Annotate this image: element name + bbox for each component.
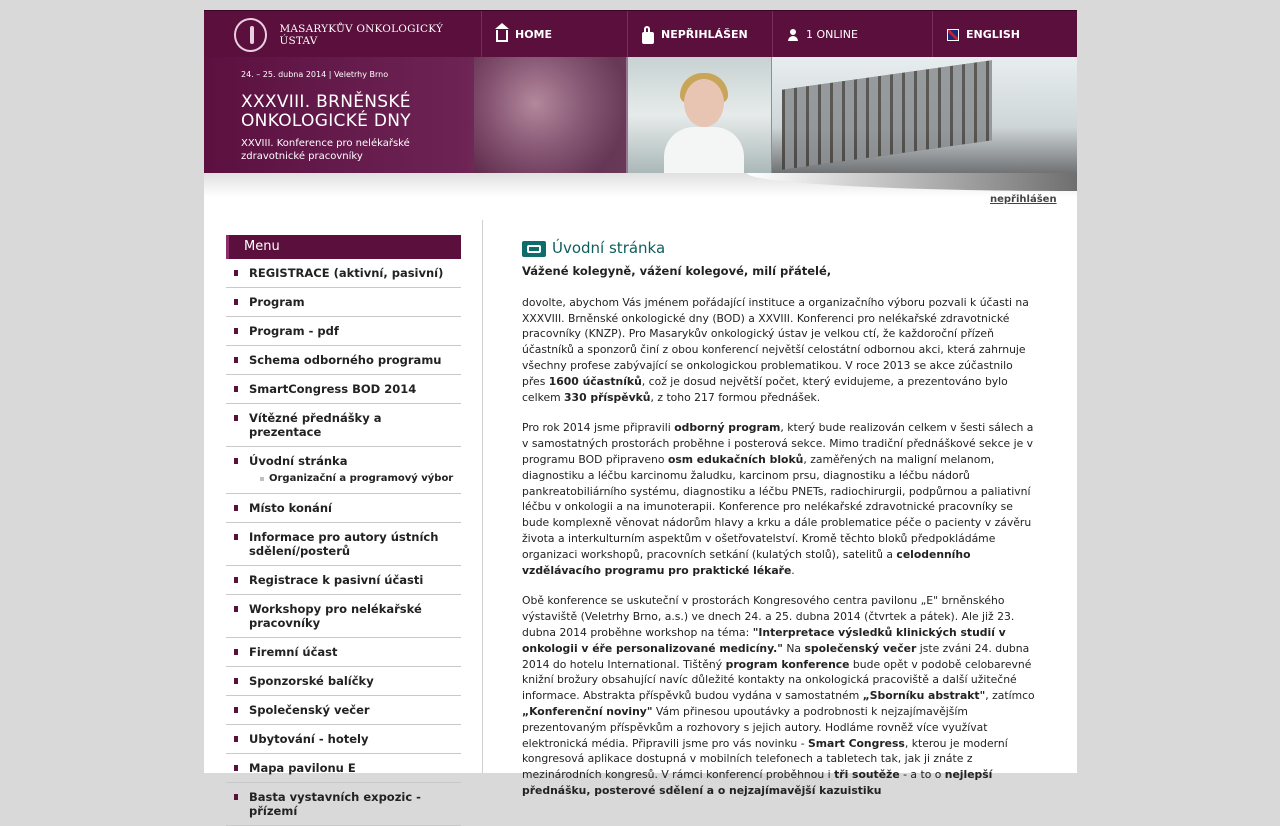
sidebar-item-label: Schema odborného programu — [249, 353, 442, 367]
nav-home-label: HOME — [515, 28, 553, 41]
sidebar-item-label: Vítězné přednášky a prezentace — [249, 411, 382, 439]
sidebar-item-pasivni[interactable] — [226, 566, 461, 595]
sidebar-item-label: Mapa pavilonu E — [249, 761, 356, 775]
sidebar-item-label: Informace pro autory ústních sdělení/posterů — [249, 530, 439, 558]
paragraph-venue: Obě konference se uskuteční v prostorách Kongresového centra pavilonu „E" brněnského výstaviště (Veletrhy Brno, a.s.) ve dnech 24. a 25. dubna 2014 (čtvrtek a pátek). Ale již 23. dubna 2014 proběhne workshop na téma: "Interpretace výsledků klinických studií v onkologii v éře personalizované medicíny." Na společenský večer jste zváni 24. dubna 2014 do hotelu International. Tištěný program konference bude opět v podobě celobarevné knižní brožury obsahující navíc důležité kontakty na onkologická pracoviště a další užitečné informace. Abstrakta příspěvků budou vydána v samostatném „Sborníku abstrakt", zatímco „Konferenční noviny" Vám přinesou upoutávky a podrobnosti k nejzajímavějším prezentovaným příspěvkům a rozhovory s jejich autory. Hodláme rovněž více využívat elektronická média. Připravili jsme pro vás novinku - Smart Congress, kterou je moderní kongresová aplikace dostupná v mobilních telefonech a tabletech tak, jak ji znáte z mezinárodních kongresů. V rámci konferencí proběhnou i tři soutěže - a to o nejlepší přednášku, posterové sdělení a o nejzajímavější kazuistiku — [522, 594, 1035, 797]
nav-login-status[interactable] — [627, 11, 772, 58]
sidebar-item-label: Ubytování - hotely — [249, 732, 369, 746]
logo-text: MASARYKŮV ONKOLOGICKÝ ÚSTAV — [279, 22, 444, 47]
user-icon — [787, 29, 799, 41]
sidebar-item-label: REGISTRACE (aktivní, pasivní) — [249, 266, 444, 280]
sidebar-item-vitezne[interactable] — [226, 404, 461, 447]
sidebar-item-program[interactable] — [226, 288, 461, 317]
banner-title: XXXVIII. BRNĚNSKÉ ONKOLOGICKÉ DNY — [241, 92, 411, 131]
sidebar-item-firemni[interactable] — [226, 638, 461, 667]
paragraph-intro: dovolte, abychom Vás jménem pořádající instituce a organizačního výboru pozvali k účasti na XXXVIII. Brněnské onkologické dny (BOD) a XXVIII. Konferenci pro nelékařské zdravotnické pracovníky (KNZP). Pro Masarykův onkologický ústav je velkou ctí, že každoroční přízeň účastníků a sponzorů činí z obou konferencí největší celostátní odbornou akci, která zahrnuje všechny profese zabývající se onkologickou problematikou. V roce 2013 se akce zúčastnilo přes 1600 účastníků, což je dosud největší počet, který evidujeme, a prezentováno bylo celkem 330 příspěvků, z toho 217 formou přednášek. — [522, 295, 1029, 404]
greeting: Vážené kolegyně, vážení kolegové, milí přátelé, — [522, 264, 832, 278]
nav-home[interactable] — [481, 11, 627, 58]
login-status-link[interactable]: nepřihlášen — [990, 194, 1057, 205]
column-divider — [482, 220, 483, 773]
lock-icon — [642, 32, 654, 44]
sidebar-item-ubytovani[interactable] — [226, 725, 461, 754]
sidebar-item-informace[interactable] — [226, 523, 461, 566]
banner-date: 24. – 25. dubna 2014 | Veletrhy Brno — [241, 70, 389, 79]
sidebar-item-expozice[interactable] — [226, 783, 461, 826]
sidebar-menu — [226, 235, 461, 826]
sidebar-item-label: Sponzorské balíčky — [249, 674, 374, 688]
nav-english[interactable] — [932, 11, 1077, 58]
page-title: Úvodní stránka — [552, 239, 666, 258]
institute-seal-icon — [234, 18, 267, 52]
paragraph-program: Pro rok 2014 jsme připravili odborný program, který bude realizován celkem v šesti sálech a v samostatných prostorách proběhne i posterová sekce. Mimo tradiční přednáškové sekce je v programu BOD připraveno osm edukačních bloků, zaměřených na maligní melanom, diagnostiku a léčbu karcinomu žaludku, karcinom prsu, diagnostiku a léčbu nádorů pankreatobiliárního systému, diagnostiku a léčbu PNETs, radiochirurgii, podpůrnou a paliativní léčbu v onkologii a na imunoterapii. Konference pro nelékařské zdravotnické pracovníky se bude komplexně věnovat nádorům hlavy a krku a dále problematice péče o pacienty v závěru života a interkulturním aspektům v ošetřovatelství. Kromě těchto bloků předpokládáme organizaci workshopů, pracovních setkání (kulatých stolů), satelitů a celodenního vzdělávacího programu pro praktické lékaře. — [522, 421, 1034, 577]
banner-nurse-image — [628, 57, 771, 173]
sidebar-item-spolecensky[interactable] — [226, 696, 461, 725]
sidebar-item-workshopy[interactable] — [226, 595, 461, 638]
banner-subtitle: XXVIII. Konference pro nelékařské zdravotnické pracovníky — [241, 138, 410, 162]
banner-shadow — [204, 173, 1077, 197]
header-banner — [204, 57, 1077, 173]
page-image-icon — [522, 241, 546, 257]
sidebar-item-label: Workshopy pro nelékařské pracovníky — [249, 602, 422, 630]
sidebar-item-smartcongress[interactable] — [226, 375, 461, 404]
sidebar-item-misto[interactable] — [226, 494, 461, 523]
page — [204, 10, 1077, 818]
nav-online-users[interactable] — [772, 11, 932, 58]
site-logo[interactable] — [204, 11, 481, 58]
sidebar-item-label: Registrace k pasivní účasti — [249, 573, 424, 587]
banner-building-image — [772, 57, 1077, 173]
nav-online-label: 1 ONLINE — [806, 28, 858, 41]
sidebar-item-label: SmartCongress BOD 2014 — [249, 382, 417, 396]
sidebar-item-mapa[interactable] — [226, 754, 461, 783]
sidebar-subitem-vybor[interactable]: Organizační a programový výbor — [269, 473, 454, 484]
sidebar-item-label: Program - pdf — [249, 324, 339, 338]
sidebar-item-schema[interactable] — [226, 346, 461, 375]
sidebar-item-sponzorske[interactable] — [226, 667, 461, 696]
sidebar-item-label: Místo konání — [249, 501, 332, 515]
sidebar-item-label: Basta vystavních expozic - přízemí — [249, 790, 421, 818]
sidebar-item-label: Společenský večer — [249, 703, 370, 717]
menu-heading: Menu — [226, 235, 461, 259]
sidebar-item-label: Program — [249, 295, 305, 309]
sidebar-item-program-pdf[interactable] — [226, 317, 461, 346]
uk-flag-icon — [947, 29, 959, 41]
sidebar-item-uvodni[interactable] — [226, 447, 461, 494]
sidebar-item-label: Úvodní stránka — [249, 454, 348, 468]
page-heading — [522, 238, 1037, 260]
nav-login-label: NEPŘIHLÁŠEN — [661, 28, 748, 41]
main-content — [522, 238, 1037, 799]
nav-english-label: ENGLISH — [966, 28, 1020, 41]
home-icon — [496, 30, 508, 42]
sidebar-item-registrace[interactable] — [226, 259, 461, 288]
banner-cells-image — [474, 57, 626, 173]
top-navigation — [204, 10, 1077, 58]
sidebar-item-label: Firemní účast — [249, 645, 338, 659]
